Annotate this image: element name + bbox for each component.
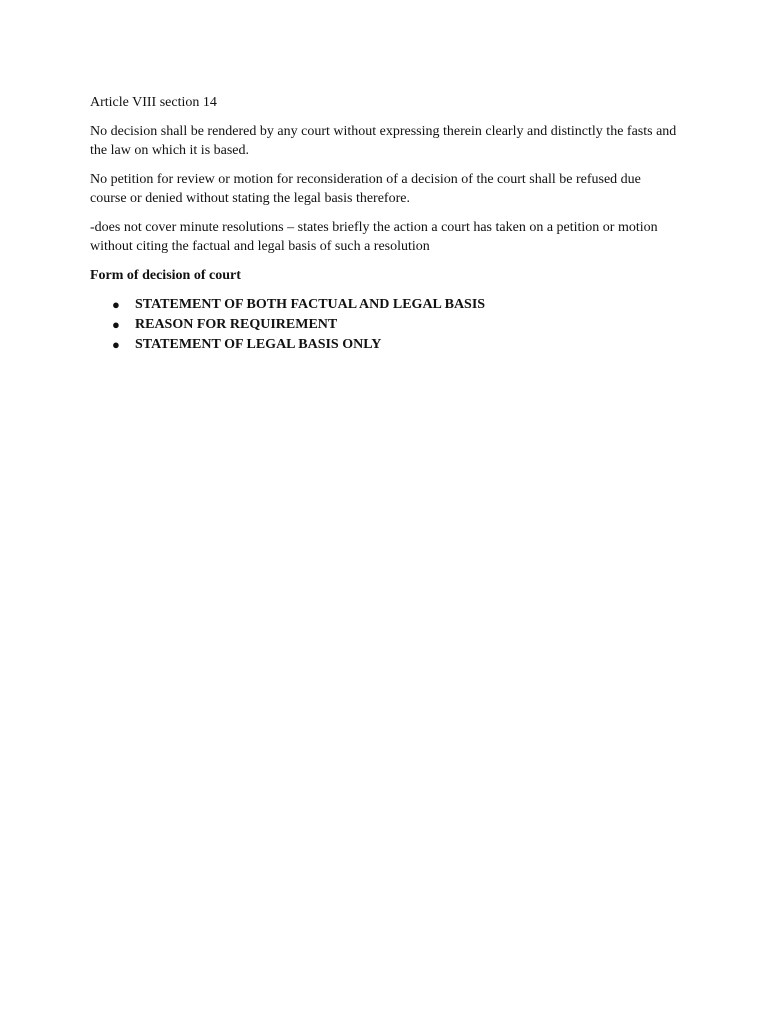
bullet-text: REASON FOR REQUIREMENT [135,317,338,332]
bullet-item [90,335,680,355]
bullet-text: STATEMENT OF LEGAL BASIS ONLY [135,337,382,352]
document-title: Article VIII section 14 [90,95,217,110]
bullet-icon: ● [112,337,120,352]
bullet-item [90,295,680,315]
document-body [90,93,680,355]
paragraph-petition-review: No petition for review or motion for reconsideration of a decision of the court shall be refused due course or denied without stating the legal basis therefore. [90,172,641,206]
paragraph-decision-requirement: No decision shall be rendered by any court without expressing therein clearly and distinctly the fasts and the law on which it is based. [90,124,677,158]
paragraph-minute-resolutions: -does not cover minute resolutions – states briefly the action a court has taken on a petition or motion without citing the factual and legal basis of such a resolution [90,220,658,254]
bullet-icon: ● [112,317,120,332]
bullet-item [90,315,680,335]
bullet-icon: ● [112,297,120,312]
section-heading: Form of decision of court [90,268,241,283]
bullet-list [90,295,680,355]
bullet-text: STATEMENT OF BOTH FACTUAL AND LEGAL BASIS [135,297,486,312]
